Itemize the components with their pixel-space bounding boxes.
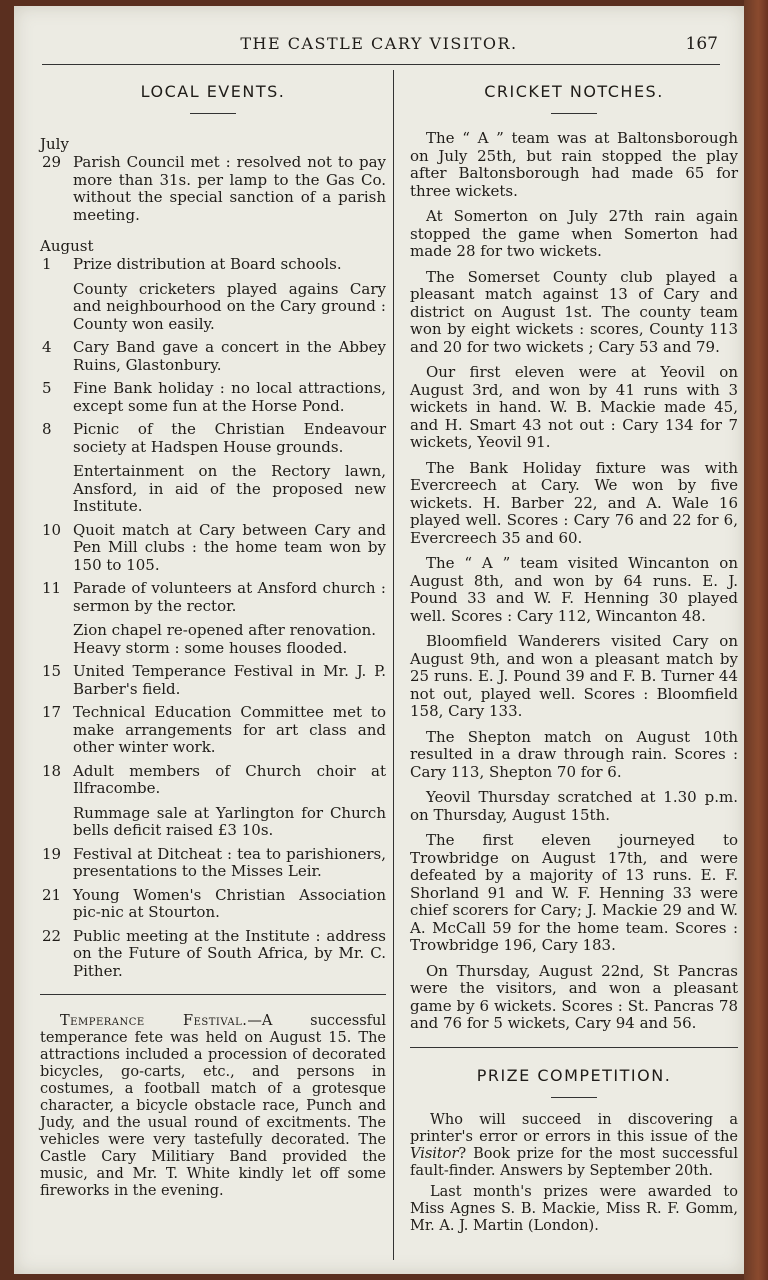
running-head: THE CASTLE CARY VISITOR. <box>240 34 518 53</box>
event-day: 8 <box>42 420 52 438</box>
event-text: Prize distribution at Board schools. <box>73 255 342 273</box>
prize-paragraph <box>410 1112 738 1180</box>
july-section <box>40 136 386 224</box>
month-label-august: August <box>40 237 94 255</box>
book-edge <box>744 0 768 1280</box>
column-divider <box>393 70 394 1260</box>
event-day: 5 <box>42 379 52 397</box>
cricket-paragraph: The Shepton match on August 10th resulted in a draw through rain. Scores : Cary 113, Shepton 70 for 6. <box>410 727 738 781</box>
event-day: 10 <box>42 520 62 539</box>
month-label-july: July <box>40 135 69 153</box>
cricket-paragraph: The “ A ” team visited Wincanton on August 8th, and won by 64 runs. E. J. Pound 33 and W. F. Henning 30 played well. Scores : Cary 112, Wincanton 48. <box>410 554 738 625</box>
cricket-paragraph: Yeovil Thursday scratched at 1.30 p.m. on Thursday, August 15th. <box>410 788 738 824</box>
cricket-paragraph: Bloomfield Wanderers visited Cary on August 9th, and won a pleasant match by 25 runs. E. J. Pound 39 and F. B. Turner 44 not out, played well. Scores : Bloomfield 158, Cary 133. <box>410 632 738 720</box>
cricket-paragraph: The first eleven journeyed to Trowbridge on August 17th, and were defeated by a majority of 13 runs. E. F. Shorland 91 and W. F. Henning 33 were chief scorers for Cary; J. Mackie 29 and W. A. McCall 59 for the home team. Scores : Trowbridge 196, Cary 183. <box>410 831 738 954</box>
page-number: 167 <box>685 34 718 54</box>
prize-winners-paragraph: Last month's prizes were awarded to Miss Agnes S. B. Mackie, Miss R. F. Gomm, Mr. A. J. Martin (London). <box>410 1183 738 1234</box>
section-rule <box>410 1047 738 1048</box>
event-extra-text: County cricketers played agains Cary and neighbourhood on the Cary ground : County won easily. <box>73 279 386 333</box>
cricket-paragraph: The Bank Holiday fixture was with Evercreech at Cary. We won by five wickets. H. Barber 22, and A. Wale 16 played well. Scores : Cary 76 and 22 for 6, Evercreech 35 and 60. <box>410 458 738 547</box>
event-extra-text: Heavy storm : some houses flooded. <box>73 638 348 657</box>
event-extra-text: Entertainment on the Rectory lawn, Ansford, in aid of the proposed new Institute. <box>73 462 386 515</box>
event-day: 29 <box>42 153 62 171</box>
event-text: Fine Bank holiday : no local attractions, except some fun at the Horse Pond. <box>73 379 386 415</box>
event-text: Adult members of Church choir at Ilfracombe. <box>73 761 386 797</box>
local-events-heading: LOCAL EVENTS. <box>140 82 286 101</box>
heading-rule <box>551 1097 597 1098</box>
event-day: 19 <box>42 844 62 863</box>
event-entry <box>40 580 386 615</box>
event-text: Young Women's Christian Association pic-nic at Stourton. <box>73 885 386 921</box>
event-text: Technical Education Committee met to make arrangements for art class and other winter work. <box>73 703 386 756</box>
event-text: Parish Council met : resolved not to pay more than 31s. per lamp to the Gas Co. without the special sanction of a parish meeting. <box>73 153 386 224</box>
july-event-list <box>40 154 386 224</box>
event-text: Parade of volunteers at Ansford church : sermon by the rector. <box>73 579 386 615</box>
event-entry <box>40 887 386 922</box>
prize-text <box>410 1112 738 1235</box>
event-extra-text: Rummage sale at Yarlington for Church bells deficit raised £3 10s. <box>73 803 386 839</box>
prize-text-part: ? Book prize for the most successful fault-finder. Answers by September 20th. <box>410 1145 738 1179</box>
cricket-paragraph: On Thursday, August 22nd, St Pancras were the visitors, and won a pleasant game by 6 wickets. Scores : St. Pancras 78 and 76 for 5 wickets, Cary 94 and 56. <box>410 961 738 1032</box>
event-entry <box>40 763 386 798</box>
event-entry <box>40 339 386 374</box>
page <box>14 6 744 1274</box>
event-entry <box>40 380 386 415</box>
cricket-paragraphs <box>410 130 738 1033</box>
right-column <box>410 82 738 1235</box>
event-day: 21 <box>42 885 62 904</box>
heading-rule <box>190 113 236 114</box>
event-text: Cary Band gave a concert in the Abbey Ruins, Glastonbury. <box>73 338 386 374</box>
event-extra-text: Zion chapel re-opened after renovation. <box>73 621 377 639</box>
temperance-festival-paragraph <box>40 1013 386 1200</box>
event-day: 17 <box>42 703 62 721</box>
event-text: Public meeting at the Institute : address on the Future of South Africa, by Mr. C. Pither. <box>73 926 386 980</box>
cricket-paragraph: The “ A ” team was at Baltonsborough on July 25th, but rain stopped the play after Baltonsborough had made 65 for three wickets. <box>410 129 738 200</box>
event-text: Quoit match at Cary between Cary and Pen Mill clubs : the home team won by 150 to 105. <box>73 520 386 574</box>
cricket-paragraph: Our first eleven were at Yeovil on August 3rd, and won by 41 runs with 3 wickets in hand. W. B. Mackie made 45, and H. Smart 43 not out : Cary 134 for 7 wickets, Yeovil 91. <box>410 363 738 451</box>
cricket-notches-heading: CRICKET NOTCHES. <box>484 82 664 101</box>
event-day: 1 <box>42 255 52 273</box>
event-entry <box>40 154 386 224</box>
event-entry <box>40 421 386 456</box>
event-entry <box>40 846 386 881</box>
section-rule <box>40 994 386 995</box>
event-text: United Temperance Festival in Mr. J. P. Barber's field. <box>73 662 386 698</box>
event-day: 4 <box>42 338 52 356</box>
event-day: 15 <box>42 662 62 680</box>
event-text: Picnic of the Christian Endeavour society at Hadspen House grounds. <box>73 420 386 456</box>
cricket-paragraph: The Somerset County club played a pleasant match against 13 of Cary and district on August 1st. The county team won by eight wickets : scores, County 113 and 20 for two wickets ; Cary 53 and 79. <box>410 267 738 356</box>
event-text: Festival at Ditcheat : tea to parishioners, presentations to the Misses Leir. <box>73 844 386 880</box>
event-entry <box>40 663 386 698</box>
left-column <box>40 82 386 1200</box>
event-entry <box>40 256 386 274</box>
prize-competition-heading: PRIZE COMPETITION. <box>476 1065 672 1085</box>
august-section <box>40 238 386 980</box>
event-day: 18 <box>42 761 62 780</box>
cricket-paragraph: At Somerton on July 27th rain again stopped the game when Somerton had made 28 for two wickets. <box>410 207 738 260</box>
temperance-body: —A successful temperance fete was held on August 15. The attractions included a procession of decorated bicycles, go-carts, etc., and persons in costumes, a football match of a grotesque character, a bicycle obstacle race, Punch and Judy, and the usual round of excitments. The vehicles were very tastefully decorated. The Castle Cary Militiary Band provided the music, and Mr. T. White kindly let off some fireworks in the evening. <box>40 1013 386 1199</box>
heading-rule <box>551 113 597 114</box>
event-day: 22 <box>42 926 62 945</box>
event-day: 11 <box>42 579 62 597</box>
august-event-list <box>40 256 386 980</box>
event-entry <box>40 928 386 981</box>
prize-text-part: Who will succeed in discovering a printer's error or errors in this issue of the <box>410 1111 738 1145</box>
temperance-title: Temperance Festival. <box>60 1013 248 1029</box>
visitor-title: Visitor <box>410 1145 459 1162</box>
event-entry <box>40 704 386 757</box>
event-entry <box>40 522 386 575</box>
header-rule <box>42 64 720 65</box>
